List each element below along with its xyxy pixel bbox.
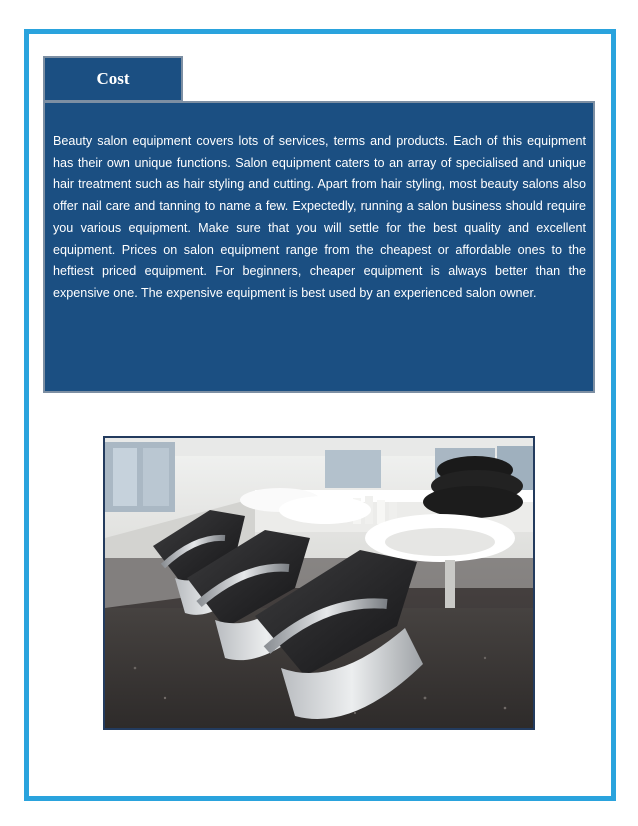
- salon-shampoo-chairs-photo: [103, 436, 535, 730]
- section-body-box: [43, 101, 595, 393]
- section-body-text: Beauty salon equipment covers lots of services, terms and products. Each of this equipment has their own unique functions. Salon equipment caters to an array of specialised and unique hair treatment such as hair styling and cutting. Apart from hair styling, most beauty salons also offer nail care and tanning to name a few. Expectedly, running a salon business should require you various equipment. Make sure that you will settle for the best quality and excellent equipment. Prices on salon equipment range from the cheapest or affordable ones to the heftiest priced equipment. For beginners, cheaper equipment is always better than the expensive one. The expensive equipment is best used by an experienced salon owner.: [53, 134, 586, 300]
- section-title: Cost: [96, 69, 130, 88]
- section-title-tab: [43, 56, 183, 102]
